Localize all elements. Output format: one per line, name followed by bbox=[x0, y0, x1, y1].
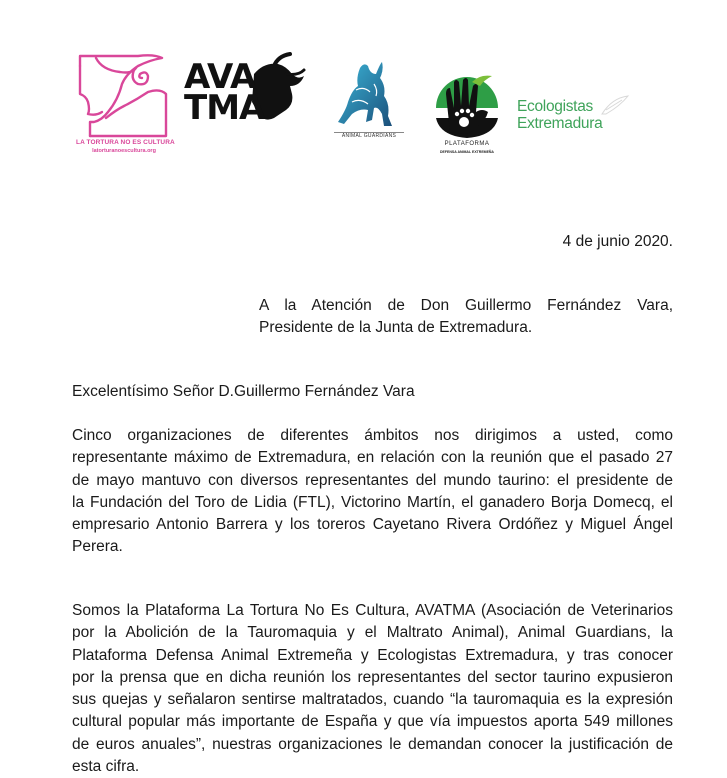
addressee-line: Presidente de la Junta de Extremadura. bbox=[259, 319, 533, 337]
ecologistas-extremadura-logo bbox=[516, 98, 631, 138]
paragraph-organizations bbox=[72, 600, 673, 778]
bull-outline-icon bbox=[76, 52, 172, 138]
paragraph-line: Cinco organizaciones de diferentes ámbitos nos dirigimos a usted, como bbox=[72, 427, 673, 444]
paragraph-intro bbox=[72, 425, 673, 559]
la-tortura-no-es-cultura-logo bbox=[76, 52, 176, 162]
paragraph-line: Somos la Plataforma La Tortura No Es Cultura, AVATMA (Asociación de Veterinarios bbox=[72, 602, 673, 619]
logo-title: LA TORTURA NO ES CULTURA bbox=[76, 139, 175, 146]
bull-tribal-icon bbox=[334, 60, 404, 130]
paragraph-line: empresario Antonio Barrera y los toreros Cayetano Rivera Ordóñez y Miguel Ángel bbox=[72, 516, 673, 534]
hand-paw-icon bbox=[432, 74, 502, 140]
logo-caption: PLATAFORMA bbox=[444, 141, 490, 147]
logo-caption: ANIMAL GUARDIANS bbox=[334, 132, 404, 140]
plataforma-defensa-animal-logo bbox=[432, 74, 512, 160]
paragraph-line: por la prensa que en dicha reunión los representantes del sector taurino expusieron bbox=[72, 668, 673, 686]
eco-wordmark bbox=[517, 98, 602, 132]
paragraph-line: sus quejas y señalaron sentirse maltratados, cuando “la tauromaquia es la expresión bbox=[72, 691, 673, 709]
feather-icon bbox=[600, 94, 630, 118]
salutation: Excelentísimo Señor D.Guillermo Fernández Vara bbox=[72, 383, 415, 400]
avatma-logo bbox=[182, 52, 307, 130]
addressee-line: A la Atención de Don Guillermo Fernández Vara, bbox=[259, 297, 673, 314]
paragraph-line: representante máximo de Extremadura, en relación con la reunión que el pasado 27 bbox=[72, 449, 673, 467]
avatma-line1: AVA bbox=[184, 57, 256, 97]
paragraph-line: Plataforma Defensa Animal Extremeña y Ecologistas Extremadura, y tras conocer bbox=[72, 646, 673, 664]
logo-header bbox=[0, 0, 727, 180]
eco-line1: Ecologistas bbox=[517, 98, 593, 115]
logo-subcaption: DEFENSA ANIMAL EXTREMEÑA bbox=[440, 150, 494, 154]
letter-date: 4 de junio 2020. bbox=[562, 233, 673, 250]
paragraph-line: de euros anuales”, nuestras organizaciones le demandan conocer la justificación de bbox=[72, 735, 673, 753]
avatma-line2: TMA bbox=[184, 88, 265, 128]
eco-line2: Extremadura bbox=[517, 115, 603, 132]
paragraph-line: por la Abolición de la Tauromaquia y el Maltrato Animal), Animal Guardians, la bbox=[72, 624, 673, 642]
animal-guardians-logo bbox=[334, 60, 404, 144]
paragraph-line: de mayo mantuvo con diversos representantes del mundo taurino: el presidente de bbox=[72, 471, 673, 489]
paragraph-line: cultural popular más importante de España y que vía impuestos aporta 549 millones bbox=[72, 713, 673, 731]
paragraph-line: la Fundación del Toro de Lidia (FTL), Victorino Martín, el ganadero Borja Domecq, el bbox=[72, 493, 673, 511]
paragraph-line: esta cifra. bbox=[72, 758, 140, 776]
addressee-block bbox=[259, 295, 673, 340]
avatma-wordmark bbox=[184, 57, 265, 128]
logo-url: latorturanoescultura.org bbox=[92, 148, 156, 154]
paragraph-line: Perera. bbox=[72, 538, 123, 556]
